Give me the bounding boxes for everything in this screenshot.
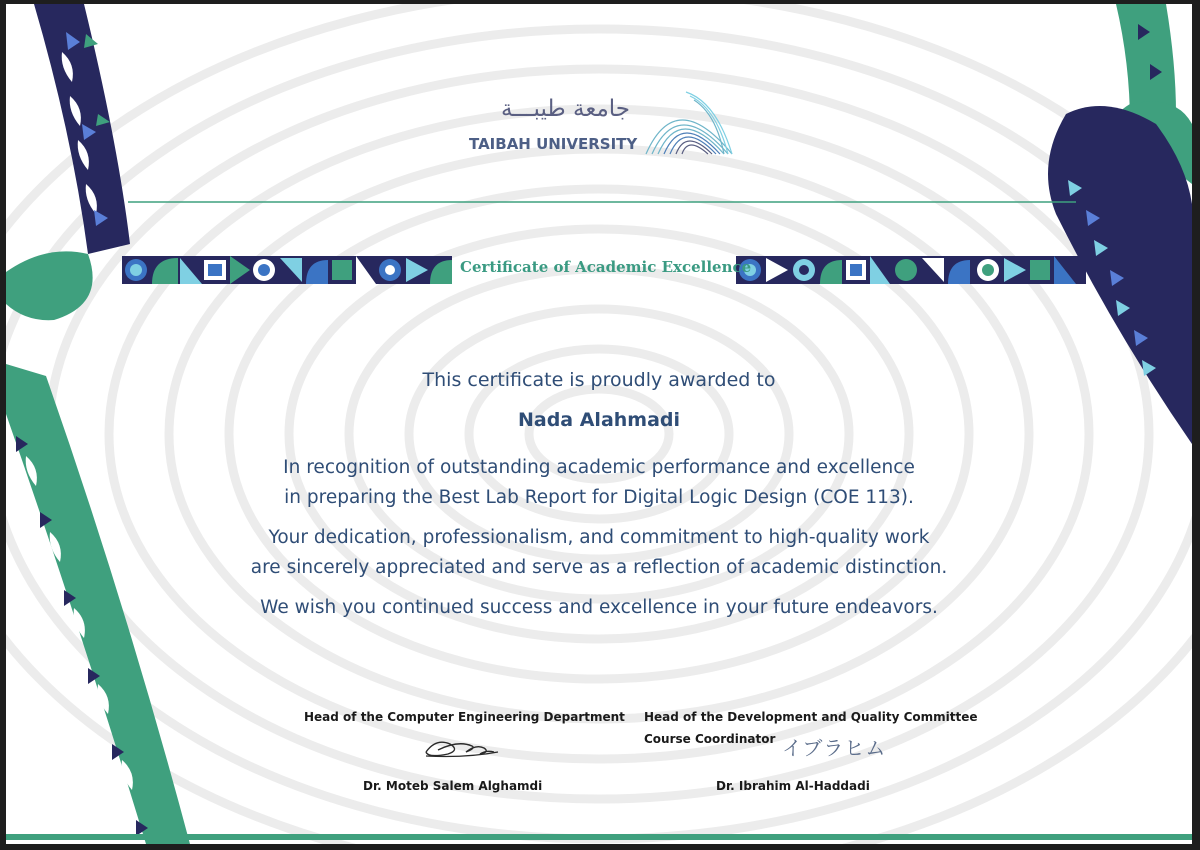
university-name-english: TAIBAH UNIVERSITY xyxy=(469,135,638,153)
left-signatory-name: Dr. Moteb Salem Alghamdi xyxy=(363,779,543,793)
wishes-paragraph: We wish you continued success and excellence in your future endeavors. xyxy=(260,597,938,618)
awarded-line: This certificate is proudly awarded to xyxy=(422,369,776,391)
certificate-title: Certificate of Academic Excellence xyxy=(460,258,752,276)
recipient-name: Nada Alahmadi xyxy=(517,409,681,431)
right-signatory-name: Dr. Ibrahim Al-Haddadi xyxy=(716,779,870,793)
right-signature-image: イブラヒム xyxy=(782,736,887,760)
certificate-page xyxy=(6,4,1192,844)
university-name-arabic: جامعة طيبـــة xyxy=(500,96,630,122)
appreciation-paragraph: Your dedication, professionalism, and commitment to high-quality work are sincerely appreciated and serve as a reflection of academic distinction. xyxy=(250,527,948,578)
right-signatory-subtitle: Course Coordinator xyxy=(644,732,776,746)
right-signatory-title: Head of the Development and Quality Committee xyxy=(644,710,978,724)
recognition-paragraph: In recognition of outstanding academic performance and excellence in preparing the Best Lab Report for Digital Logic Design (COE 113). xyxy=(283,457,915,508)
left-signature-image xyxy=(6,4,1192,844)
left-signatory-title: Head of the Computer Engineering Department xyxy=(304,710,625,724)
